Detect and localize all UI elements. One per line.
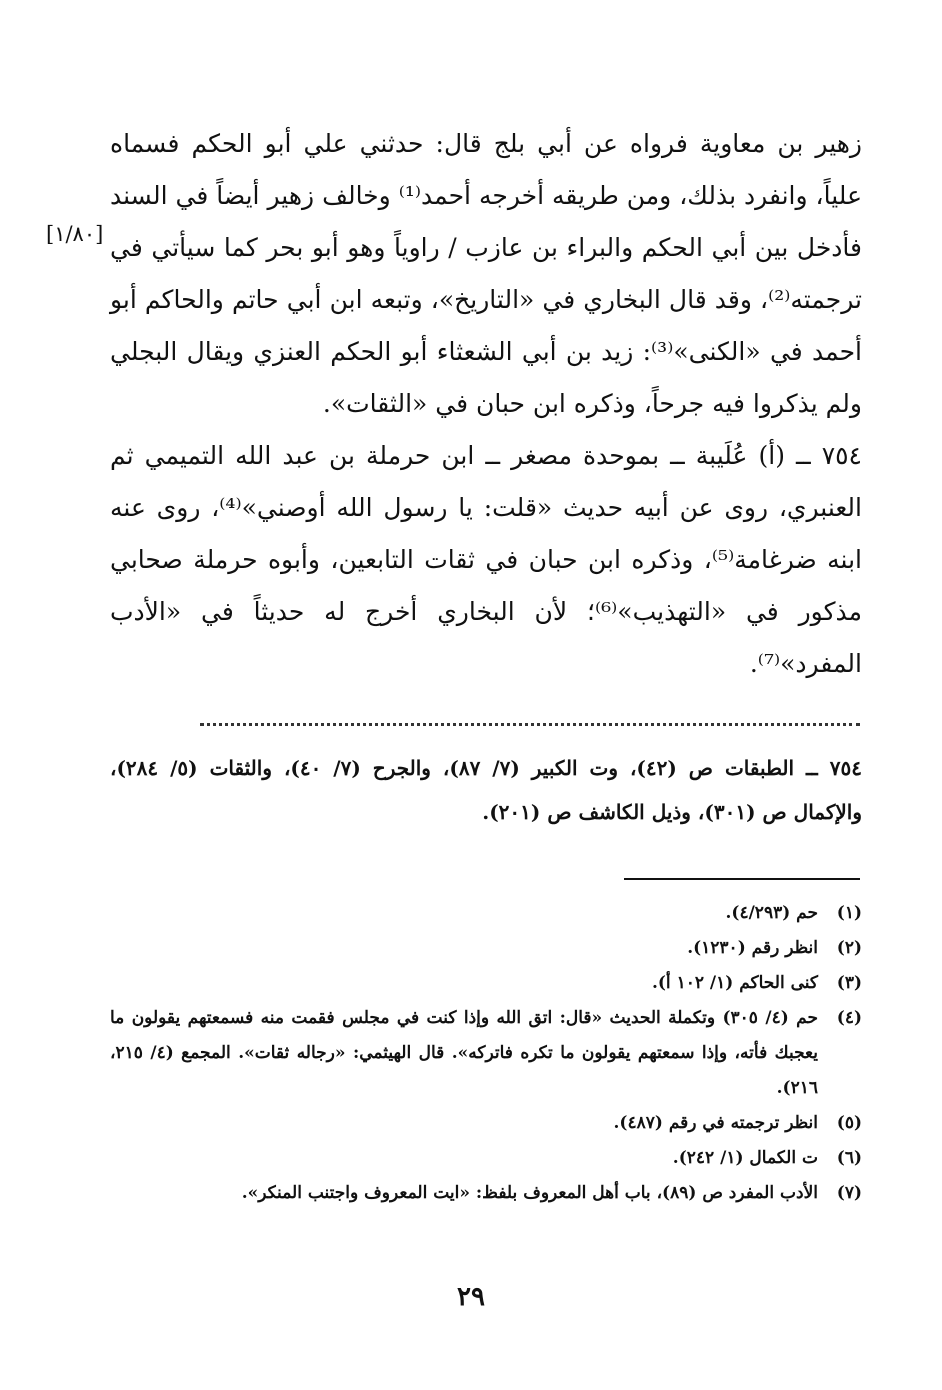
entry-sources-note: ٧٥٤ ــ الطبقات ص (٤٢)، وت الكبير (٧/ ٨٧)، والجرح (٧/ ٤٠)، والثقات (٥/ ٢٨٤)، والإكمال ص (٣٠١)، وذيل الكاشف ص (٢٠١).	[110, 756, 862, 824]
footnote-text: حم (٤/ ٣٠٥) وتكملة الحديث «قال: اتق الله وإذا كنت في مجلس فقمت منه فسمعتهم يقولون ما يعجبك فأته، وإذا سمعتهم يقولون ما تكره فاتركه». قال الهيثمي: «رجاله ثقات». المجمع (٤/ ٢١٥، ٢١٦).	[110, 1008, 818, 1098]
footnote-text: انظر رقم (١٢٣٠).	[687, 938, 818, 958]
footnote	[110, 1001, 862, 1106]
footnote-text: انظر ترجمته في رقم (٤٨٧).	[613, 1113, 818, 1133]
footnote-number: (٥)	[836, 1113, 862, 1133]
footnote	[110, 1176, 862, 1211]
footnote	[110, 931, 862, 966]
footnote-number: (٢)	[836, 938, 862, 958]
footnote-text: الأدب المفرد ص (٨٩)، باب أهل المعروف بلفظ: «ايت المعروف واجتنب المنكر».	[241, 1183, 818, 1203]
paragraph-text: زهير بن معاوية فرواه عن أبي بلج قال: حدثني علي أبو الحكم فسماه علياً، وانفرد بذلك، ومن طريقه أخرجه أحمد⁽¹⁾ وخالف زهير أيضاً في السند فأدخل بين أبي الحكم والبراء بن عازب / راوياً وهو أبو بحر كما سيأتي في ترجمته⁽²⁾، وقد قال البخاري في «التاريخ»، وتبعه ابن أبي حاتم والحاكم أبو أحمد في «الكنى»⁽³⁾: زيد بن أبي الشعثاء أبو الحكم العنزي ويقال البجلي ولم يذكروا فيه جرحاً، وذكره ابن حبان في «الثقات».	[110, 129, 862, 418]
footnote-text: حم (٤/٢٩٣).	[725, 903, 818, 923]
footnote	[110, 1106, 862, 1141]
footnote-text: ت الكمال (١/ ٢٤٢).	[672, 1148, 818, 1168]
footnote-number: (٣)	[836, 973, 862, 993]
dotted-separator	[200, 723, 860, 730]
main-paragraph-2	[110, 430, 862, 690]
footnote-number: (١)	[836, 903, 862, 923]
footnote-number: (٤)	[836, 1008, 862, 1028]
page-number: ٢٩	[457, 1282, 485, 1312]
footnotes-section	[110, 896, 862, 1211]
footnote-number: (٦)	[836, 1148, 862, 1168]
footnote	[110, 1141, 862, 1176]
footnote-text: كنى الحاكم (١/ ١٠٢ أ).	[651, 973, 818, 993]
paragraph-text: ٧٥٤ ــ (أ) عُلَيبة ــ بموحدة مصغر ــ ابن حرملة بن عبد الله التميمي ثم العنبري، روى عن أبيه حديث «قلت: يا رسول الله أوصني»⁽⁴⁾، روى عنه ابنه ضرغامة⁽⁵⁾، وذكره ابن حبان في ثقات التابعين، وأبوه حرملة صحابي مذكور في «التهذيب»⁽⁶⁾؛ لأن البخاري أخرج له حديثاً في «الأدب المفرد»⁽⁷⁾.	[110, 441, 863, 678]
footnote-rule	[624, 878, 860, 880]
footnote	[110, 896, 862, 931]
main-paragraph-1	[110, 118, 862, 430]
margin-reference: [١/٨٠]	[46, 222, 104, 246]
footnote	[110, 966, 862, 1001]
footnote-number: (٧)	[836, 1183, 862, 1203]
